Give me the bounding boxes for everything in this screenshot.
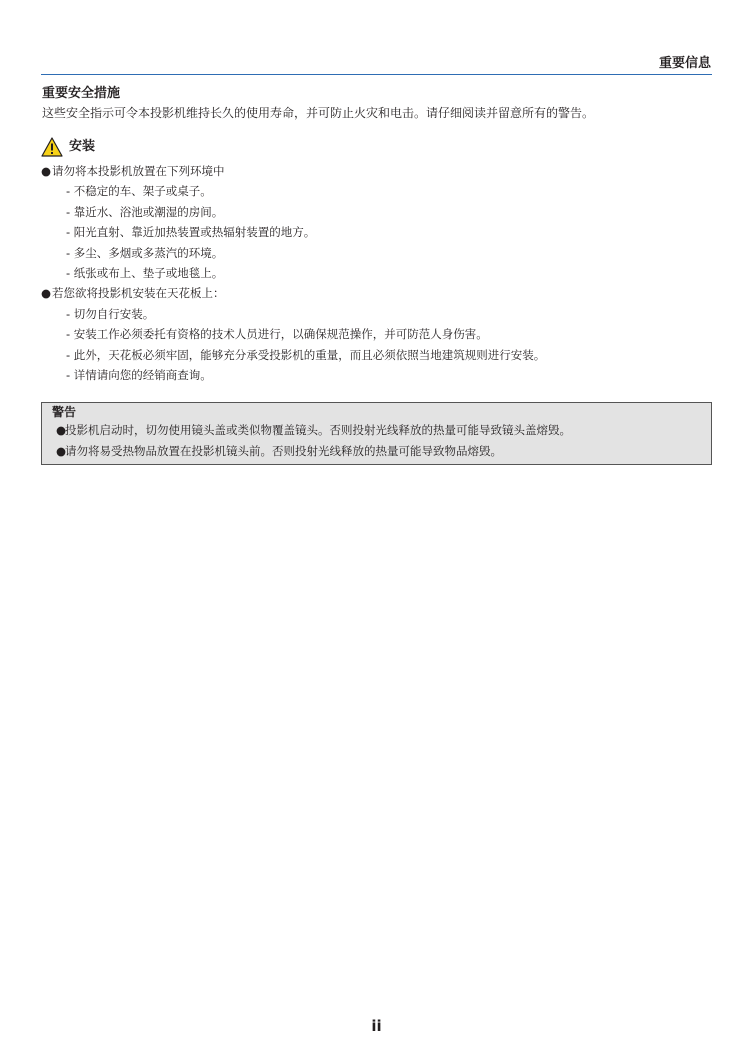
bullet-icon: ●: [41, 164, 52, 178]
warning-list: [56, 420, 571, 462]
warning-item: [56, 441, 571, 462]
sub-item: - 靠近水、浴池或潮湿的房间。: [66, 204, 224, 219]
warning-item-text: 请勿将易受热物品放置在投影机镜头前。否则投射光线释放的热量可能导致物品熔毁。: [65, 444, 502, 458]
intro-paragraph: 这些安全指示可令本投影机维持长久的使用寿命，并可防止火灾和电击。请仔细阅读并留意所有的警告。: [42, 106, 595, 120]
sub-item: - 安装工作必须委托有资格的技术人员进行，以确保规范操作，并可防范人身伤害。: [66, 327, 488, 342]
warning-label: 警告: [52, 405, 77, 419]
bullet-icon: ●: [56, 444, 67, 458]
header-divider: [41, 74, 712, 75]
warning-box: [41, 402, 712, 465]
bullet-item: [41, 283, 713, 303]
install-content: [41, 161, 713, 385]
warning-triangle-icon: [41, 137, 63, 157]
page-number: ii: [371, 1017, 382, 1035]
sub-item: - 多尘、多烟或多蒸汽的环境。: [66, 245, 224, 260]
bullet-icon: ●: [41, 286, 52, 301]
sub-item: - 详情请向您的经销商查询。: [66, 367, 212, 382]
sub-item: - 不稳定的车、架子或桌子。: [66, 184, 212, 199]
install-heading-label: 安装: [69, 139, 96, 154]
warning-item: [56, 420, 571, 441]
section-title: 重要安全措施: [42, 86, 121, 101]
warning-item-text: 投影机启动时，切勿使用镜头盖或类似物覆盖镜头。否则投射光线释放的热量可能导致镜头盖熔毁。: [65, 423, 571, 437]
bullet-text: 若您欲将投影机安装在天花板上：: [52, 286, 225, 301]
install-heading: [41, 137, 95, 157]
bullet-text: 请勿将本投影机放置在下列环境中: [52, 164, 225, 178]
bullet-item: [41, 161, 713, 181]
sub-item: - 纸张或布上、垫子或地毯上。: [66, 265, 224, 280]
sub-item: - 此外，天花板必须牢固，能够充分承受投影机的重量，而且必须依照当地建筑规则进行安装。: [66, 347, 546, 362]
bullet-icon: ●: [56, 423, 67, 437]
sub-item: - 阳光直射、靠近加热装置或热辐射装置的地方。: [66, 225, 316, 240]
page-header-title: 重要信息: [658, 56, 711, 71]
sub-item: - 切勿自行安装。: [66, 306, 155, 321]
